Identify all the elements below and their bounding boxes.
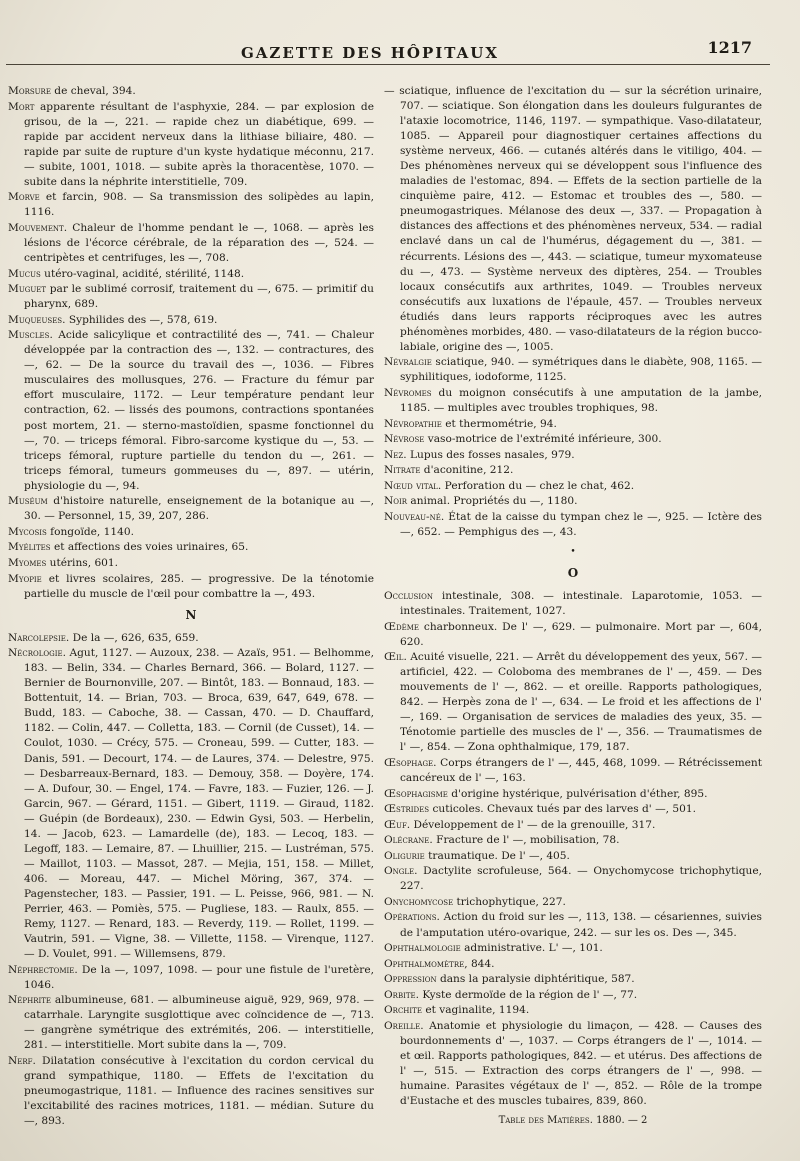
index-entry <box>384 849 762 864</box>
index-entry <box>8 190 374 220</box>
entry-text: Acide salicylique et contractilité des —, 741. — Chaleur développée par la contraction des —, 132. — contractures, des —, 62. — De la source du travail des —, 1036. — Fibres musculaires des mollusques, 276. — Fracture du fémur par effort musculaire, 1172. — Leur température pendant leur contraction, 62. — lissés des poumons, contractions spontanées post mortem, 21. — sterno-mastoïdien, spasme fonctionnel du —, 70. — triceps fémoral. Fibro-sarcome kystique du —, 53. — triceps fémoral, rupture partielle du tendon du —, 261. — triceps fémoral, tumeurs gommeuses du —, 897. — utérin, physiologie du —, 94. <box>24 329 374 492</box>
entry-text: administrative. L' —, 101. <box>460 942 603 955</box>
entry-headword: Œsophagisme <box>384 787 448 800</box>
entry-text: utérins, 601. <box>46 556 119 569</box>
entry-text: et affections des voies urinaires, 65. <box>50 541 249 554</box>
index-entry <box>384 1019 762 1109</box>
entry-text: Action du froid sur les —, 113, 138. — césariennes, suivies de l'amputation utéro-ovarique, 242. — sur les os. Des —, 345. <box>400 911 762 939</box>
entry-text: Kyste dermoïde de la région de l' —, 77. <box>419 988 638 1001</box>
index-entry <box>8 556 374 571</box>
index-entry <box>384 756 762 786</box>
entry-text: et livres scolaires, 285. — progressive. De la ténotomie partielle du muscle de l'œil pour combattre la —, 493. <box>24 572 374 600</box>
entry-headword: Myopie <box>8 572 42 585</box>
entry-headword: Occlusion <box>384 590 433 602</box>
entry-text: Agut, 1127. — Auzoux, 238. — Azaïs, 951. — Belhomme, 183. — Belin, 334. — Charles Bernard, 366. — Bolard, 1127. — Bernier de Bournonville, 207. — Bintôt, 183. — Bonnaud, 183. — Bottentuit, 14. — Brian, 703. — Broca, 639, 647, 649, 678. — Budd, 183. — Caboche, 38. — Cassan, 470. — D. Chauffard, 1182. — Colin, 447. — Colletta, 183. — Cornil (de Cusset), 14. — Coulot, 1030. — Crécy, 575. — Croneau, 599. — Cutter, 183. — Danis, 591. — Decourt, 174. — de Laures, 374. — Delestre, 975. — Desbarreaux-Bernard, 183. — Demouy, 358. — Doyère, 174. — A. Dufour, 30. — Engel, 174. — Favre, 183. — Fuzier, 126. — J. Garcin, 967. — Gérard, 1151. — Gibert, 1119. — Giraud, 1182. — Guépin (de Bordeaux), 230. — Edwin Gysi, 503. — Herbelin, 14. — Jacob, 623. — Lamardelle (de), 183. — Lecoq, 183. — Legoff, 183. — Lemaire, 87. — Lhuillier, 215. — Lustréman, 575. — Maillot, 1103. — Massot, 287. — Mejia, 151, 158. — Millet, 406. — Moreau, 447. — Michel Möring, 367, 374. — Pagenstecher, 183. — Passier, 191. — L. Peisse, 966, 981. — N. Perrier, 463. — Pomiès, 575. — Pugliese, 183. — Raulx, 855. — Remy, 1127. — Renard, 183. — Reverdy, 119. — Rollet, 1199. — Vautrin, 591. — Vigne, 38. — Villette, 1158. — Virenque, 1127. — D. Voulet, 991. — Willemsens, 879. <box>24 647 374 961</box>
index-entry <box>384 448 762 463</box>
entry-text: Développement de l' — de la grenouille, 317. <box>410 818 656 831</box>
entry-headword: Mort <box>8 100 35 113</box>
entry-headword: Mouvement. <box>8 221 68 234</box>
entry-text: intestinale, 308. — intestinale. Laparotomie, 1053. — intestinales. Traitement, 1027. <box>400 590 762 618</box>
entry-text: Chaleur de l'homme pendant le —, 1068. — après les lésions de l'écorce cérébrale, de la réparation des —, 524. — centripètes et centrifuges, les —, 708. <box>24 221 374 265</box>
entry-headword: Ophthalmologie <box>384 942 461 955</box>
entry-headword: Oreille. <box>384 1019 424 1032</box>
page-number: 1217 <box>707 38 752 57</box>
entry-headword: Mucus <box>8 267 41 280</box>
entry-text: apparente résultant de l'asphyxie, 284. — par explosion de grisou, de la —, 221. — rapide chez un diabétique, 699. — rapide par accident nerveux dans la lithiase biliaire, 480. — rapide par suite de rupture d'un kyste hydatique méconnu, 217. — subite, 1001, 1018. — subite après la thoracentèse, 1070. — subite dans la néphrite interstitielle, 709. <box>24 100 374 188</box>
entry-text: cuticoles. Chevaux tués par des larves d' —, 501. <box>429 803 696 816</box>
entry-text: fongoïde, 1140. <box>46 525 134 538</box>
entry-headword: Orchite <box>384 1004 422 1017</box>
entry-text: et thermométrie, 94. <box>441 417 557 430</box>
index-entry <box>384 833 762 848</box>
entry-headword: Névralgie <box>384 356 432 369</box>
entry-text: Dilatation consécutive à l'excitation du cordon cervical du grand sympathique, 1180. — Effets de l'excitation du pneumogastrique, 1181. — Influence des racines sensitives sur l'excitabilité des racines motrices, 1181. — médian. Suture du —, 893. <box>24 1054 374 1128</box>
entry-headword: Morve <box>8 191 40 204</box>
index-entry <box>8 540 374 555</box>
entry-text: par le sublimé corrosif, traitement du —, 675. — primitif du pharynx, 689. <box>24 283 374 311</box>
entry-headword: Ongle. <box>384 865 418 878</box>
entry-text: trichophytique, 227. <box>453 895 566 908</box>
entry-text: d'histoire naturelle, enseignement de la botanique au —, 30. — Personnel, 15, 39, 207, 286. <box>24 495 374 523</box>
entry-headword: Mycosis <box>8 525 47 538</box>
entry-headword: Morsure <box>8 85 51 97</box>
entry-headword: Opérations. <box>384 911 440 924</box>
entry-text: Syphilides des —, 578, 619. <box>65 313 218 326</box>
entries-n-continued <box>384 84 762 540</box>
section-letter-o: O <box>567 565 579 580</box>
entry-headword: Nœud vital. <box>384 479 442 492</box>
entry-text: du moignon consécutifs à une amputation de la jambe, 1185. — multiples avec troubles trophiques, 98. <box>400 386 762 414</box>
index-entry <box>8 313 374 328</box>
entry-headword: Œil. <box>384 651 407 664</box>
entry-text: d'origine hystérique, pulvérisation d'éther, 895. <box>447 787 708 800</box>
entry-text: 844. <box>467 957 495 970</box>
entry-headword: Muguet <box>8 283 47 296</box>
entry-text: vaso-motrice de l'extrémité inférieure, 300. <box>424 433 662 446</box>
entry-headword: Œsophage. <box>384 757 437 770</box>
entry-text: Corps étrangers de l' —, 445, 468, 1099. — Rétrécissement cancéreux de l' —, 163. <box>400 757 762 785</box>
index-entry <box>384 818 762 833</box>
index-entry <box>8 963 374 993</box>
entry-text: de cheval, 394. <box>50 85 136 97</box>
entry-text: État de la caisse du tympan chez le —, 925. — Ictère des —, 652. — Pemphigus des —, 43. <box>400 510 762 538</box>
index-entry <box>384 432 762 447</box>
index-entry <box>8 525 374 540</box>
index-entry <box>8 328 374 494</box>
entry-headword: Orbite. <box>384 988 420 1001</box>
section-letter-n: N <box>185 607 197 622</box>
entry-headword: Olécrane. <box>384 834 433 847</box>
section-separator: • <box>570 546 576 557</box>
entry-text: — sciatique, influence de l'excitation du — sur la sécrétion urinaire, 707. — sciatique. Son élongation dans les douleurs fulgurantes de l'ataxie locomotrice, 1146, 1197. — sympathique. Vaso-dilatateur, 1085. — Appareil pour diagnostiquer certaines affections du système nerveux, 466. — cutanés altérés dans le vitiligo, 404. — Des phénomènes nerveux qui se développent sous l'influence des maladies de l'estomac, 894. — Effets de la section partielle de la cinquième paire, 412. — Estomac et troubles des —, 580. — pneumogastriques. Mélanose des deux —, 337. — Propagation à distances des affections et des phénomènes nerveux, 534. — radial enclavé dans un cal de l'humérus, dégagement du —, 381. — récurrents. Lésions des —, 443. — sciatique, tumeur myxomateuse du —, 473. — Système nerveux des diptères, 254. — Troubles locaux consécutifs aux arthrites, 1049. — Troubles nerveux consécutifs aux luxations de l'épaule, 457. — Troubles nerveux étudiés dans leurs rapports réciproques avec les autres phénomènes morbides, 480. — vaso-dilatateurs de la région bucco-labiale, origine des —, 1005. <box>384 85 762 353</box>
entry-text: utéro-vaginal, acidité, stérilité, 1148. <box>40 267 245 280</box>
entry-text: Dactylite scrofuleuse, 564. — Onychomycose trichophytique, 227. <box>400 865 762 893</box>
index-entry <box>384 910 762 940</box>
entry-text: et farcin, 908. — Sa transmission des solipèdes au lapin, 1116. <box>24 191 374 219</box>
entry-text: Anatomie et physiologie du limaçon, — 428. — Causes des bourdonnements d' —, 1037. — Corps étrangers de l' —, 1014. — et œil. Rapports pathologiques, 842. — et utérus. Des affections de l' —, 515. — Extraction des corps étrangers de l' —, 998. — humaine. Parasites végétaux de l' —, 852. — Rôle de la trompe d'Eustache et des muscles tubaires, 839, 860. <box>400 1019 762 1108</box>
entry-text: dans la paralysie diphtéritique, 587. <box>436 973 635 986</box>
entry-headword: Nerf. <box>8 1054 36 1067</box>
index-entry <box>384 802 762 817</box>
entry-headword: Névromes <box>384 386 432 399</box>
right-column <box>384 84 762 1153</box>
index-entry <box>8 1054 374 1129</box>
entry-headword: Oppression <box>384 973 437 986</box>
entry-text: sciatique, 940. — symétriques dans le diabète, 908, 1165. — syphilitiques, iodoforme, 1125. <box>400 356 762 384</box>
entry-text: traumatique. De l' —, 405. <box>424 849 570 862</box>
entry-text: et vaginalite, 1194. <box>421 1004 530 1017</box>
entry-headword: Néphrite <box>8 994 52 1007</box>
entry-text: Perforation du — chez le chat, 462. <box>441 479 635 492</box>
entry-headword: Nitrate <box>384 464 421 477</box>
entry-headword: Nécrologie. <box>8 647 66 660</box>
index-entry <box>8 267 374 282</box>
entries-o <box>384 589 762 1109</box>
table-footer: Table des Matières. 1880. — 2 <box>498 1115 648 1127</box>
left-column <box>8 84 374 1153</box>
entry-text: Lupus des fosses nasales, 979. <box>406 448 575 461</box>
index-entry <box>8 993 374 1053</box>
index-entry <box>384 1003 762 1018</box>
entry-text: d'aconitine, 212. <box>420 464 514 477</box>
entry-headword: Néphrectomie. <box>8 963 78 976</box>
entry-text: Acuité visuelle, 221. — Arrêt du développement des yeux, 567. — artificiel, 422. — Coloboma des membranes de l' —, 459. — Des mouvements de l' —, 862. — et oreille. Rapports pathologiques, 842. — Herpès zona de l' —, 634. — Le froid et les affections de l' —, 169. — Organisation de services de maladies des yeux, 35. — Ténotomie partielle des muscles de l' —, 356. — Traumatismes de l' —, 854. — Zona ophthalmique, 179, 187. <box>400 651 762 754</box>
entry-headword: Névrose <box>384 433 425 446</box>
entry-headword: Noir <box>384 495 408 508</box>
index-entry <box>384 957 762 972</box>
header-rule <box>6 64 770 65</box>
entry-text: De la —, 626, 635, 659. <box>69 631 199 644</box>
index-entry <box>384 355 762 385</box>
index-entry <box>384 463 762 478</box>
entry-text: charbonneux. De l' —, 629. — pulmonaire. Mort par —, 604, 620. <box>400 620 762 648</box>
entries-n <box>8 631 374 1130</box>
page-header <box>0 0 800 76</box>
entry-headword: Onychomycose <box>384 895 454 908</box>
index-entry <box>8 84 374 99</box>
entry-text: Fracture de l' —, mobilisation, 78. <box>432 834 620 847</box>
index-entry <box>384 620 762 650</box>
index-entry <box>384 895 762 910</box>
entries-m <box>8 84 374 602</box>
entry-headword: Muscles. <box>8 329 53 342</box>
index-entry <box>384 589 762 619</box>
entry-headword: Muséum <box>8 495 48 508</box>
index-entry <box>384 386 762 416</box>
entry-headword: Nouveau-né. <box>384 510 445 523</box>
entry-text: animal. Propriétés du —, 1180. <box>407 495 578 508</box>
index-entry <box>8 221 374 266</box>
entry-text: De la —, 1097, 1098. — pour une fistule de l'uretère, 1046. <box>24 963 374 991</box>
entry-headword: Myomes <box>8 556 47 569</box>
entry-headword: Narcolepsie. <box>8 631 70 644</box>
index-entry <box>384 988 762 1003</box>
entry-headword: Névropathie <box>384 417 442 430</box>
index-entry <box>384 494 762 509</box>
entry-headword: Muqueuses. <box>8 313 66 326</box>
index-entry <box>384 864 762 894</box>
index-entry <box>8 572 374 602</box>
index-entry <box>8 494 374 524</box>
index-entry <box>384 650 762 755</box>
entry-headword: Nez. <box>384 448 407 461</box>
index-entry <box>384 510 762 540</box>
index-entry <box>384 972 762 987</box>
index-entry <box>384 84 762 355</box>
index-entry <box>384 941 762 956</box>
entry-headword: Œuf. <box>384 818 411 831</box>
journal-title: GAZETTE DES HÔPITAUX <box>240 44 499 62</box>
entry-headword: Œdème <box>384 620 420 633</box>
index-entry <box>8 646 374 962</box>
entry-headword: Oligurie <box>384 849 425 862</box>
index-entry <box>384 479 762 494</box>
index-entry <box>384 417 762 432</box>
entry-headword: Œstrides <box>384 803 430 816</box>
index-entry <box>8 100 374 190</box>
entry-text: albumineuse, 681. — albumineuse aiguë, 929, 969, 978. — catarrhale. Laryngite susglottique avec coïncidence de —, 713. — gangrène symétrique des extrémités, 206. — interstitielle, 281. — interstitielle. Mort subite dans la —, 709. <box>24 994 374 1052</box>
index-entry <box>8 631 374 646</box>
entry-headword: Ophthalmomètre, <box>384 957 468 970</box>
index-entry <box>384 787 762 802</box>
entry-headword: Myélites <box>8 541 51 554</box>
index-entry <box>8 282 374 312</box>
